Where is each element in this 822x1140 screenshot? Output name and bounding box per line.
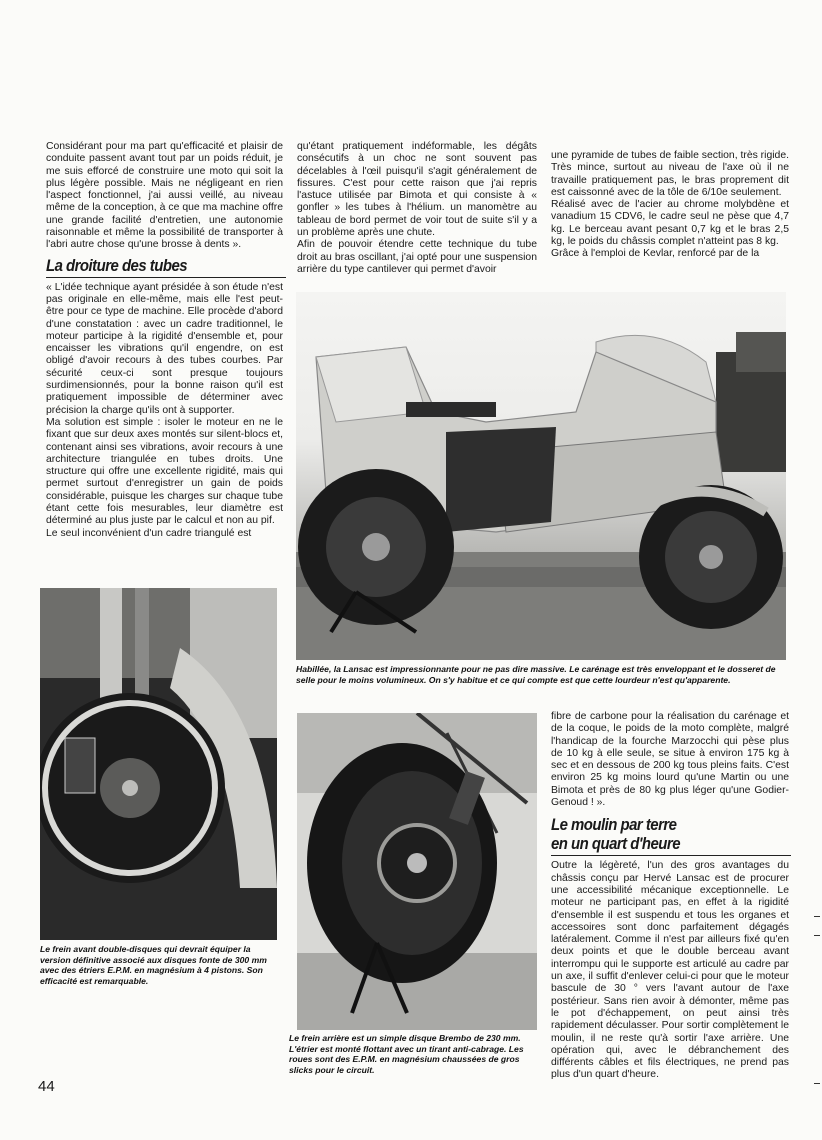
margin-mark bbox=[814, 935, 820, 936]
heading-line-2: en un quart d'heure bbox=[551, 834, 681, 854]
main-motorcycle-photo bbox=[296, 292, 786, 660]
main-photo-caption: Habillée, la Lansac est impressionnante pour ne pas dire massive. Le carénage est très enveloppant et le dosseret de selle pour le moins volumineux. On s'y habitue et ce qui compte est que cette lourdeur n'est qu'apparente. bbox=[296, 664, 776, 685]
rear-brake-illustration bbox=[297, 713, 537, 1030]
margin-mark bbox=[814, 1083, 820, 1084]
heading-rule bbox=[551, 855, 791, 856]
column-3 bbox=[551, 150, 789, 261]
section-heading bbox=[551, 815, 760, 853]
paragraph: Outre la légèreté, l'un des gros avantages du châssis conçu par Hervé Lansac est de procurer une accessibilité mécanique exceptionnelle. Le moteur ne participant pas, en effet à la rigidité d'ensemble il est suspendu et tous les organes et accessoires sont donc parfaitement dégagés latéralement. Comme il n'est par ailleurs fixé qu'en deux points et que le double berceau avant interrompu qui le supporte est articulé au cadre par un axe, il suffit d'enlever celui-ci pour que le moteur bascule de 30 ° vers l'avant autour de l'axe postérieur. Sans rien avoir à démonter, même pas le pot d'échappement, on peut ainsi très rapidement déculasser. Pour sortir complètement le moulin, il ne reste qu'à sortir l'axe arrière. Une opération qui, avec le débranchement des différents câbles et fils électriques, ne prend pas plus d'un quart d'heure. bbox=[551, 860, 789, 1081]
margin-mark bbox=[814, 916, 820, 917]
front-brake-illustration bbox=[40, 588, 277, 940]
column-4 bbox=[551, 711, 789, 1082]
heading-rule bbox=[46, 277, 286, 278]
section-heading: La droiture des tubes bbox=[46, 255, 188, 275]
paragraph: fibre de carbone pour la réalisation du carénage et de la coque, le poids de la moto complète, malgré l'handicap de la fourche Marzocchi qui pèse plus de 10 kg à elle seule, se situe à environ 175 kg à sec et en dessous de 200 kg tous pleins faits. C'est environ 25 kg moins lourd qu'une Martin ou une Bimota et près de 80 kg plus léger qu'une Godier-Genoud ! ». bbox=[551, 711, 789, 809]
paragraph: qu'étant pratiquement indéformable, les dégâts consécutifs à un choc ne sont souvent pas décelables à l'œil puisqu'il s'agit généralement de fissures. C'est pour cette raison que j'ai repris l'astuce utilisée par Bimota et qui consiste à « gonfler » les tubes à l'hélium. un manomètre au tableau de bord permet de voir tout de suite s'il y a un problème après une chute. bbox=[297, 141, 537, 239]
column-1 bbox=[46, 141, 283, 540]
motorcycle-illustration bbox=[296, 292, 786, 660]
paragraph: Réalisé avec de l'acier au chrome molybdène et vanadium 15 CDV6, le cadre seul ne pèse que 4,7 kg. Le berceau avant pesant 0,7 kg et le bras 2,5 kg, le poids du châssis complet n'atteint pas 8 kg. bbox=[551, 199, 789, 248]
front-brake-caption: Le frein avant double-disques qui devrait équiper la version définitive associé aux disques fonte de 300 mm avec des étriers E.P.M. en magnésium à 4 pistons. Son efficacité est remarquable. bbox=[40, 944, 267, 986]
heading-line-1: Le moulin par terre bbox=[551, 815, 677, 835]
paragraph: Afin de pouvoir étendre cette technique du tube droit au bras oscillant, j'ai opté pour une suspension arrière du type cantilever qui permet d'avoir bbox=[297, 239, 537, 275]
front-brake-photo bbox=[40, 588, 277, 940]
column-2 bbox=[297, 141, 537, 276]
page-number: 44 bbox=[38, 1078, 55, 1095]
paragraph: Le seul inconvénient d'un cadre triangulé est bbox=[46, 527, 252, 539]
paragraph: une pyramide de tubes de faible section, très rigide. Très mince, surtout au niveau de l'axe où il ne travaille pratiquement pas, le bras proprement dit est caissonné avec de la tôle de 6/10e seulement. bbox=[551, 150, 789, 198]
paragraph: Considérant pour ma part qu'efficacité et plaisir de conduite passent avant tout par un poids réduit, je me suis efforcé de construire une moto qui soit la plus légère possible. Mais ne négligeant en rien l'aspect fonctionnel, j'ai aussi veillé, au niveau même de la conception, à ce que ma machine offre une grande facilité d'entretien, une autonomie raisonnable et même la possibilité de transporter à l'abri autre chose qu'une brosse à dents ». bbox=[46, 141, 283, 251]
rear-brake-caption: Le frein arrière est un simple disque Brembo de 230 mm. L'étrier est monté flottant avec un tirant anti-cabrage. Les roues sont des E.P.M. en magnésium chaussées de gros slicks pour le circuit. bbox=[289, 1033, 524, 1075]
paragraph: Grâce à l'emploi de Kevlar, renforcé par de la bbox=[551, 248, 760, 260]
paragraph: « L'idée technique ayant présidée à son étude n'est pas originale en elle-même, mais elle l'est peut-être pour ce type de machine. Elle procède d'abord d'une constatation : avec un cadre traditionnel, le moteur participe à la rigidité d'ensemble et, pour encaisser les vibrations qu'il engendre, on est obligé d'avoir recours à des tubes courbes. Par sécurité ceux-ci sont presque toujours surdimensionnés, pour la bonne raison qu'il est pratiquement impossible de déterminer avec précision la charge qu'ils ont à supporter. bbox=[46, 281, 283, 416]
paragraph: Ma solution est simple : isoler le moteur en ne le fixant que sur deux axes montés sur silent-blocs et, contenant ainsi ses vibrations, avoir recours à une architecture triangulée en tubes droits. Une structure qui offre une excellente rigidité, mais qui permet surtout d'enregistrer un gain de poids considérable, puisque les charges sur chaque tube étant cette fois mesurables, leur diamètre est déterminé au plus juste par le calcul et non au pif. bbox=[46, 416, 283, 527]
rear-brake-photo bbox=[297, 713, 537, 1030]
